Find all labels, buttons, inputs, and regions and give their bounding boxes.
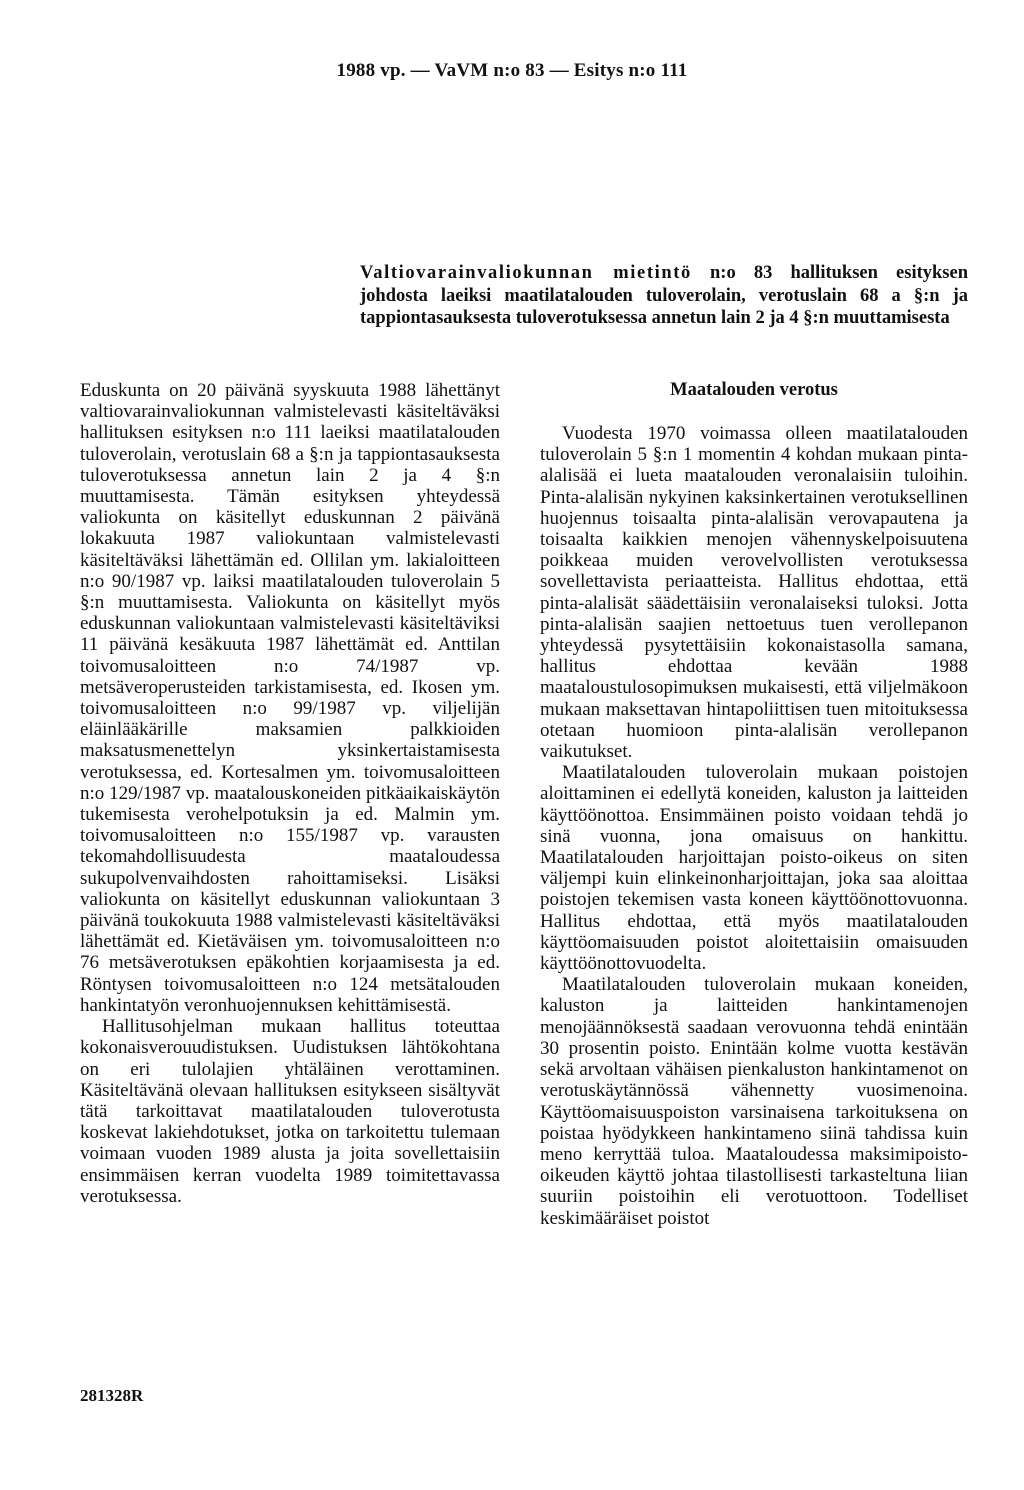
running-header: 1988 vp. — VaVM n:o 83 — Esitys n:o 111 <box>336 60 688 81</box>
right-paragraph-2: Maatilatalouden tuloverolain mukaan poistojen aloittaminen ei edellytä koneiden, kaluston ja laitteiden käyttöönottoa. Ensimmäinen poisto voidaan tehdä jo sinä vuonna, jona omaisuus on hankittu. Maatilatalouden harjoittajan poisto-oikeus on siten väljempi kuin elinkeinonharjoittajan, joka saa aloittaa poistojen tekemisen vasta koneen käyttöönottovuonna. Hallitus ehdottaa, että myös maatilatalouden käyttöomaisuuden poistot aloitettaisiin omaisuuden käyttöönottovuodelta. <box>540 762 968 975</box>
section-heading: Maatalouden verotus <box>670 380 838 400</box>
right-paragraph-3: Maatilatalouden tuloverolain mukaan koneiden, kaluston ja laitteiden hankintamenojen menojäännöksestä saadaan verovuonna tehdä enintään 30 prosentin poisto. Enintään kolme vuotta kestävän sekä arvoltaan vähäisen pienkaluston hankintamenot on verotuskäytännössä vähennetty vuosimenoina. Käyttöomaisuuspoiston varsinaisena tarkoituksena on poistaa hyödykkeen hankintameno siinä tahdissa kuin meno kerryttää tuloa. Maataloudessa maksimipoisto-oikeuden käyttö johtaa tilastollisesti tarkasteltuna liian suuriin poistoihin eli verotuottoon. Todelliset keskimääräiset poistot <box>540 974 968 1229</box>
left-column <box>80 380 500 1207</box>
right-paragraph-1: Vuodesta 1970 voimassa olleen maatilatalouden tuloverolain 5 §:n 1 momentin 4 kohdan mukaan pinta-alalisää ei lueta maatalouden veronalaisiin tuloihin. Pinta-alalisän nykyinen kaksinkertainen verotuksellinen huojennus toisaalta pinta-alalisän verovapautena ja toisaalta kaikkien menojen vähennyskelpoisuutena poikkeaa muiden verovelvollisten verotuksessa sovellettavista periaatteista. Hallitus ehdottaa, että pinta-alalisät säädettäisiin veronalaiseksi tuloksi. Jotta pinta-alalisän saajien nettoetuus tuen verollepanon yhteydessä pysytettäisiin kokonaistasolla samana, hallitus ehdottaa kevään 1988 maataloustulosopimuksen mukaisesti, että viljelmäkoon mukaan maksettavan hintapoliittisen tuen mitoituksessa otetaan huomioon pinta-alalisän verollepanon vaikutukset. <box>540 423 968 763</box>
report-title <box>360 262 968 330</box>
footer-code: 281328R <box>80 1386 144 1405</box>
report-title-lead: Valtiovarainvaliokunnan mietintö <box>360 263 692 283</box>
report-title-rest: n:o 83 hallituksen esityksen johdosta laeiksi maatilatalouden tuloverolain, verotuslain 68 a §:n ja tappiontasauksesta tuloverotuksessa annetun lain 2 ja 4 §:n muuttamisesta <box>360 263 969 328</box>
right-column <box>540 380 968 1229</box>
left-paragraph-2: Hallitusohjelman mukaan hallitus toteuttaa kokonaisverouudistuksen. Uudistuksen lähtökohtana on eri tulolajien yhtäläinen verottaminen. Käsiteltävänä olevaan hallituksen esitykseen sisältyvät tätä tarkoittavat maatilatalouden tuloverotusta koskevat lakiehdotukset, jotka on tarkoitettu tulemaan voimaan vuoden 1989 alusta ja joita sovellettaisiin ensimmäisen kerran vuodelta 1989 toimitettavassa verotuksessa. <box>80 1016 500 1207</box>
left-paragraph-1: Eduskunta on 20 päivänä syyskuuta 1988 lähettänyt valtiovarainvaliokunnan valmistelevasti käsiteltäväksi hallituksen esityksen n:o 111 laeiksi maatilatalouden tuloverolain, verotuslain 68 a §:n ja tappiontasauksesta tuloverotuksessa annetun lain 2 ja 4 §:n muuttamisesta. Tämän esityksen yhteydessä valiokunta on käsitellyt eduskunnan 2 päivänä lokakuuta 1987 valiokuntaan valmistelevasti käsiteltäväksi lähettämän ed. Ollilan ym. lakialoitteen n:o 90/1987 vp. laiksi maatilatalouden tuloverolain 5 §:n muuttamisesta. Valiokunta on käsitellyt myös eduskunnan valiokuntaan valmistelevasti käsiteltäviksi 11 päivänä kesäkuuta 1987 lähettämät ed. Anttilan toivomusaloitteen n:o 74/1987 vp. metsäveroperusteiden tarkistamisesta, ed. Ikosen ym. toivomusaloitteen n:o 99/1987 vp. viljelijän eläinlääkärille maksamien palkkioiden maksatusmenettelyn yksinkertaistamisesta verotuksessa, ed. Kortesalmen ym. toivomusaloitteen n:o 129/1987 vp. maatalouskoneiden pitkäaikaiskäytön tukemisesta verohelpotuksin ja ed. Malmin ym. toivomusaloitteen n:o 155/1987 vp. varausten tekomahdollisuudesta maataloudessa sukupolvenvaihdosten rahoittamiseksi. Lisäksi valiokunta on käsitellyt eduskunnan valiokuntaan 3 päivänä toukokuuta 1988 valmistelevasti käsiteltäväksi lähettämät ed. Kietäväisen ym. toivomusaloitteen n:o 76 metsäverotuksen epäkohtien korjaamisesta ja ed. Röntysen toivomusaloitteen n:o 124 metsätalouden hankintatyön veronhuojennuksen kehittämisestä. <box>80 380 500 1016</box>
